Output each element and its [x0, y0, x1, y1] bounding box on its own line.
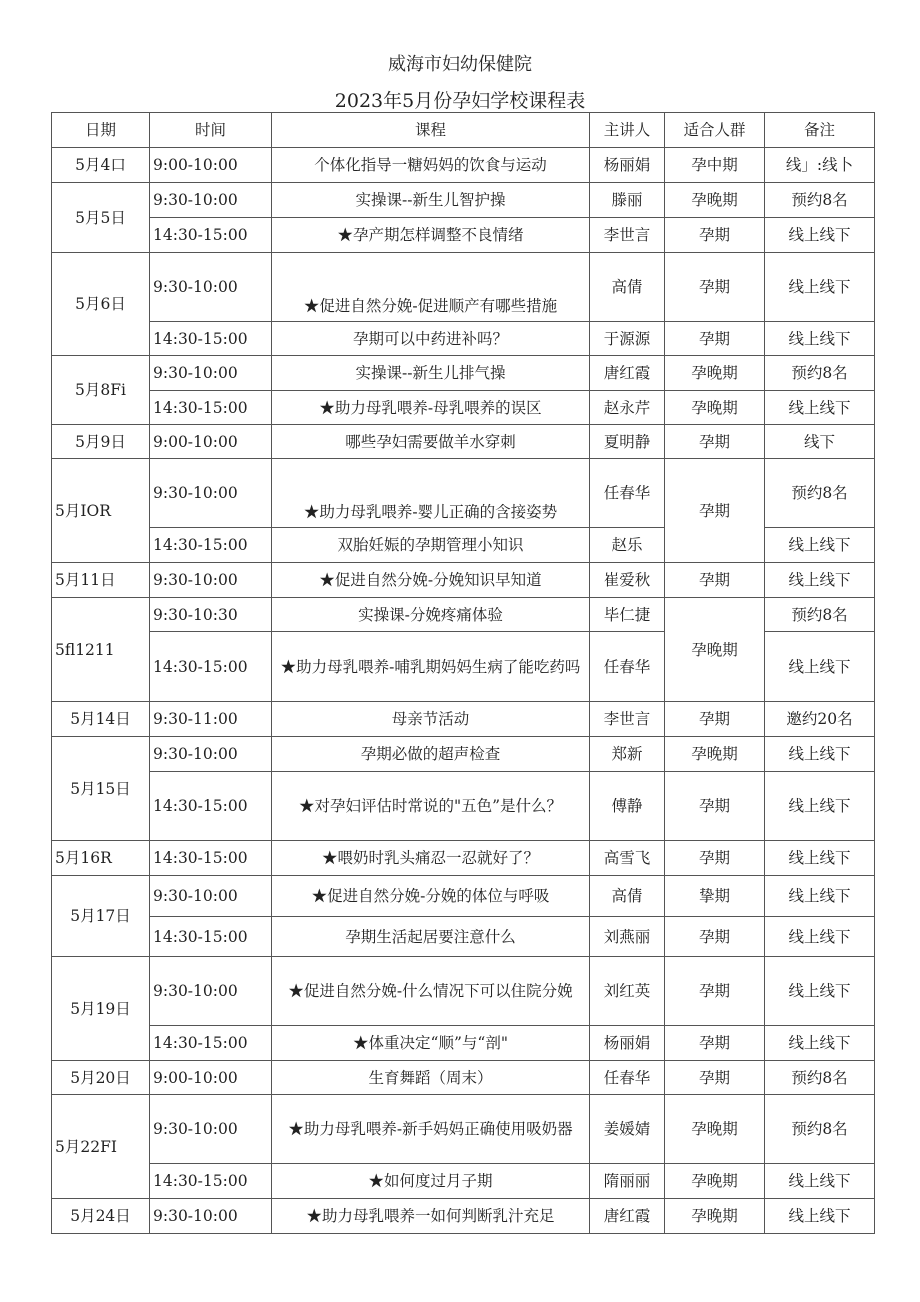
course-cell: ★助力母乳喂养-哺乳期妈妈生病了能吃药吗 [272, 632, 590, 702]
speaker-cell: 郑新 [590, 737, 665, 772]
course-cell: 实操课-分娩疼痛体验 [272, 598, 590, 632]
table-row [52, 356, 875, 391]
audience-cell: 孕期 [665, 459, 765, 563]
note-cell: 线上线下 [765, 772, 875, 841]
speaker-cell: 任春华 [590, 459, 665, 528]
speaker-cell: 高倩 [590, 876, 665, 917]
date-cell: 5fl1211 [52, 598, 150, 702]
table-row [52, 1164, 875, 1199]
date-cell: 5月16R [52, 841, 150, 876]
table-row [52, 737, 875, 772]
table-row [52, 598, 875, 632]
note-cell: 线」:线卜 [765, 148, 875, 183]
speaker-cell: 傅静 [590, 772, 665, 841]
header-speaker: 主讲人 [590, 113, 665, 148]
date-cell: 5月24日 [52, 1199, 150, 1234]
speaker-cell: 杨丽娟 [590, 148, 665, 183]
speaker-cell: 赵永芹 [590, 391, 665, 425]
schedule-title: 2023年5月份孕妇学校课程表 [334, 90, 586, 112]
course-cell: ★喂奶时乳头痛忍一忍就好了？ [272, 841, 590, 876]
note-cell: 线上线下 [765, 391, 875, 425]
table-row [52, 702, 875, 737]
table-row [52, 563, 875, 598]
time-cell: 14:30-15:00 [150, 322, 272, 356]
course-cell: 孕期生活起居要注意什么 [272, 917, 590, 957]
date-cell: 5月19日 [52, 957, 150, 1061]
table-row [52, 917, 875, 957]
speaker-cell: 任春华 [590, 1061, 665, 1095]
course-schedule-table [51, 112, 875, 1234]
time-cell: 9:00-10:00 [150, 425, 272, 459]
audience-cell: 孕期 [665, 218, 765, 253]
audience-cell: 孕期 [665, 917, 765, 957]
audience-cell: 孕期 [665, 1061, 765, 1095]
speaker-cell: 刘红英 [590, 957, 665, 1026]
speaker-cell: 刘燕丽 [590, 917, 665, 957]
audience-cell: 孕晚期 [665, 1199, 765, 1234]
table-row [52, 1026, 875, 1061]
table-row [52, 1061, 875, 1095]
speaker-cell: 赵乐 [590, 528, 665, 563]
audience-cell: 孕期 [665, 322, 765, 356]
note-cell: 线下 [765, 425, 875, 459]
course-cell: ★助力母乳喂养-母乳喂养的误区 [272, 391, 590, 425]
time-cell: 14:30-15:00 [150, 218, 272, 253]
audience-cell: 孕期 [665, 1026, 765, 1061]
date-cell: 5月14日 [52, 702, 150, 737]
date-cell: 5月17日 [52, 876, 150, 957]
course-cell: ★对孕妇评估时常说的"五色”是什么？ [272, 772, 590, 841]
time-cell: 9:30-10:00 [150, 876, 272, 917]
note-cell: 线上线下 [765, 917, 875, 957]
date-cell: 5月9日 [52, 425, 150, 459]
time-cell: 9:00-10:00 [150, 148, 272, 183]
course-cell: ★助力母乳喂养一如何判断乳汁充足 [272, 1199, 590, 1234]
note-cell: 线上线下 [765, 218, 875, 253]
time-cell: 14:30-15:00 [150, 841, 272, 876]
table-row [52, 391, 875, 425]
speaker-cell: 唐红霞 [590, 356, 665, 391]
audience-cell: 孕期 [665, 563, 765, 598]
table-row [52, 841, 875, 876]
course-cell: 母亲节活动 [272, 702, 590, 737]
speaker-cell: 滕丽 [590, 183, 665, 218]
audience-cell: 孕晚期 [665, 356, 765, 391]
date-cell: 5月6日 [52, 253, 150, 356]
course-cell: ★促进自然分娩-什么情况下可以住院分娩 [272, 957, 590, 1026]
table-row [52, 183, 875, 218]
header-audience: 适合人群 [665, 113, 765, 148]
note-cell: 预约8名 [765, 183, 875, 218]
note-cell: 线上线下 [765, 253, 875, 322]
time-cell: 9:30-10:00 [150, 459, 272, 528]
date-cell: 5月4口 [52, 148, 150, 183]
audience-cell: 孕期 [665, 425, 765, 459]
time-cell: 14:30-15:00 [150, 917, 272, 957]
speaker-cell: 于源源 [590, 322, 665, 356]
speaker-cell: 崔爱秋 [590, 563, 665, 598]
audience-cell: 孕期 [665, 841, 765, 876]
course-cell: ★助力母乳喂养-新手妈妈正确使用吸奶器 [272, 1095, 590, 1164]
note-cell: 线上线下 [765, 1199, 875, 1234]
speaker-cell: 姜媛婧 [590, 1095, 665, 1164]
audience-cell: 孕期 [665, 702, 765, 737]
course-cell: 双胎妊娠的孕期管理小知识 [272, 528, 590, 563]
header-course: 课程 [272, 113, 590, 148]
note-cell: 线上线下 [765, 528, 875, 563]
course-cell: ★促进自然分娩-分娩知识早知道 [272, 563, 590, 598]
table-row [52, 148, 875, 183]
table-header-row [52, 113, 875, 148]
course-cell: 生育舞蹈（周末） [272, 1061, 590, 1095]
audience-cell: 孕期 [665, 772, 765, 841]
speaker-cell: 任春华 [590, 632, 665, 702]
date-cell: 5月11日 [52, 563, 150, 598]
course-cell: ★如何度过月子期 [272, 1164, 590, 1199]
note-cell: 预约8名 [765, 1061, 875, 1095]
note-cell: 预约8名 [765, 356, 875, 391]
table-row [52, 957, 875, 1026]
speaker-cell: 高雪飞 [590, 841, 665, 876]
note-cell: 预约8名 [765, 598, 875, 632]
course-cell: 哪些孕妇需要做羊水穿刺 [272, 425, 590, 459]
audience-cell: 孕晚期 [665, 183, 765, 218]
time-cell: 9:30-10:30 [150, 598, 272, 632]
time-cell: 14:30-15:00 [150, 632, 272, 702]
note-cell: 线上线下 [765, 1164, 875, 1199]
note-cell: 预约8名 [765, 1095, 875, 1164]
speaker-cell: 李世言 [590, 702, 665, 737]
time-cell: 9:30-10:00 [150, 563, 272, 598]
date-cell: 5月22FI [52, 1095, 150, 1199]
speaker-cell: 毕仁捷 [590, 598, 665, 632]
time-cell: 9:30-10:00 [150, 737, 272, 772]
course-cell: 孕期可以中药进补吗？ [272, 322, 590, 356]
audience-cell: 孕中期 [665, 148, 765, 183]
note-cell: 预约8名 [765, 459, 875, 528]
speaker-cell: 杨丽娟 [590, 1026, 665, 1061]
time-cell: 14:30-15:00 [150, 391, 272, 425]
time-cell: 9:30-10:00 [150, 1095, 272, 1164]
time-cell: 9:00-10:00 [150, 1061, 272, 1095]
time-cell: 9:30-10:00 [150, 957, 272, 1026]
table-row [52, 425, 875, 459]
note-cell: 线上线下 [765, 1026, 875, 1061]
date-cell: 5月15日 [52, 737, 150, 841]
audience-cell: 孕晚期 [665, 598, 765, 702]
note-cell: 线上线下 [765, 632, 875, 702]
date-cell: 5月5日 [52, 183, 150, 253]
table-row [52, 459, 875, 528]
note-cell: 线上线下 [765, 563, 875, 598]
time-cell: 14:30-15:00 [150, 528, 272, 563]
time-cell: 9:30-10:00 [150, 356, 272, 391]
course-cell: 实操课--新生儿排气操 [272, 356, 590, 391]
time-cell: 14:30-15:00 [150, 772, 272, 841]
audience-cell: 孕期 [665, 253, 765, 322]
table-row [52, 1095, 875, 1164]
speaker-cell: 夏明静 [590, 425, 665, 459]
audience-cell: 孕晚期 [665, 1164, 765, 1199]
audience-cell: 孕期 [665, 957, 765, 1026]
speaker-cell: 唐红霞 [590, 1199, 665, 1234]
table-row [52, 322, 875, 356]
note-cell: 邀约20名 [765, 702, 875, 737]
course-cell: 孕期必做的超声检查 [272, 737, 590, 772]
course-cell: ★助力母乳喂养-婴儿正确的含接姿势 [272, 459, 590, 528]
date-cell: 5月IOR [52, 459, 150, 563]
note-cell: 线上线下 [765, 876, 875, 917]
time-cell: 14:30-15:00 [150, 1164, 272, 1199]
header-time: 时间 [150, 113, 272, 148]
course-cell: ★孕产期怎样调整不良情绪 [272, 218, 590, 253]
note-cell: 线上线下 [765, 737, 875, 772]
audience-cell: 挚期 [665, 876, 765, 917]
course-cell: ★促进自然分娩-促进顺产有哪些措施 [272, 253, 590, 322]
speaker-cell: 高倩 [590, 253, 665, 322]
table-row [52, 772, 875, 841]
date-cell: 5月20日 [52, 1061, 150, 1095]
note-cell: 线上线下 [765, 322, 875, 356]
header-note: 备注 [765, 113, 875, 148]
speaker-cell: 李世言 [590, 218, 665, 253]
course-cell: 实操课--新生儿智护操 [272, 183, 590, 218]
audience-cell: 孕晚期 [665, 391, 765, 425]
hospital-name: 威海市妇幼保健院 [388, 54, 532, 75]
audience-cell: 孕晚期 [665, 737, 765, 772]
audience-cell: 孕晚期 [665, 1095, 765, 1164]
note-cell: 线上线下 [765, 841, 875, 876]
time-cell: 9:30-10:00 [150, 253, 272, 322]
header-date: 日期 [52, 113, 150, 148]
note-cell: 线上线下 [765, 957, 875, 1026]
table-row [52, 253, 875, 322]
course-cell: ★促进自然分娩-分娩的体位与呼吸 [272, 876, 590, 917]
table-row [52, 876, 875, 917]
time-cell: 9:30-10:00 [150, 183, 272, 218]
table-row [52, 218, 875, 253]
time-cell: 9:30-10:00 [150, 1199, 272, 1234]
speaker-cell: 隋丽丽 [590, 1164, 665, 1199]
course-cell: 个体化指导一糖妈妈的饮食与运动 [272, 148, 590, 183]
time-cell: 14:30-15:00 [150, 1026, 272, 1061]
table-row [52, 1199, 875, 1234]
course-cell: ★体重决定“顺”与“剖" [272, 1026, 590, 1061]
date-cell: 5月8Fi [52, 356, 150, 425]
time-cell: 9:30-11:00 [150, 702, 272, 737]
